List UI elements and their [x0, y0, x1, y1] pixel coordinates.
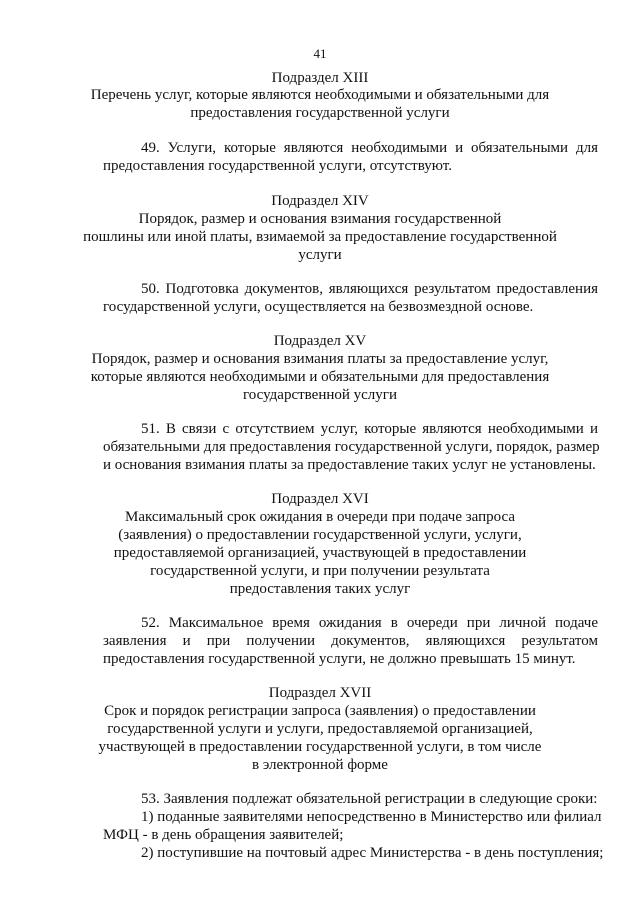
section-xv-title-line-2: которые являются необходимыми и обязательными для предоставления [90, 369, 550, 385]
section-xvi-title-line-1: Максимальный срок ожидания в очереди при подаче запроса [124, 509, 516, 525]
paragraph-51-line-3: и основания взимания платы за предоставление таких услуг не установлены. [103, 457, 596, 473]
paragraph-49-line-1: 49. Услуги, которые являются необходимыми и обязательными для [141, 140, 598, 156]
paragraph-52-line-1: 52. Максимальное время ожидания в очереди при личной подаче [141, 615, 598, 631]
paragraph-53-item-2-line-1: 2) поступившие на почтовый адрес Министерства - в день поступления; [141, 845, 604, 861]
paragraph-53-item-1-line-1: 1) поданные заявителями непосредственно в Министерство или филиал [141, 809, 602, 825]
paragraph-51-line-2: обязательными для предоставления государственной услуги, порядок, размер [103, 439, 600, 455]
section-xv-title-line-3: государственной услуги [243, 387, 397, 403]
paragraph-53-line-1: 53. Заявления подлежат обязательной регистрации в следующие сроки: [141, 791, 598, 807]
section-xvii-header: Подраздел XVII [268, 685, 372, 701]
section-xiv-title-line-1: Порядок, размер и основания взимания государственной [138, 211, 502, 227]
paragraph-50-line-2: государственной услуги, осуществляется на безвозмездной основе. [103, 299, 534, 315]
section-xvi-title-line-3: предоставляемой организацией, участвующей в предоставлении [113, 545, 527, 561]
section-xiv-title-line-2: пошлины или иной платы, взимаемой за предоставление государственной [83, 229, 557, 245]
page-number: 41 [313, 46, 327, 61]
section-xv-title-line-1: Порядок, размер и основания взимания платы за предоставление услуг, [91, 351, 549, 367]
section-xvi-title-line-5: предоставления таких услуг [229, 581, 411, 597]
paragraph-49-line-2: предоставления государственной услуги, отсутствуют. [103, 158, 452, 174]
section-xiii-title-line-1: Перечень услуг, которые являются необходимыми и обязательными для [90, 87, 550, 103]
section-xvii-title-line-3: участвующей в предоставлении государственной услуги, в том числе [98, 739, 542, 755]
section-xiii-title-line-2: предоставления государственной услуги [190, 105, 450, 121]
paragraph-51-line-1: 51. В связи с отсутствием услуг, которые являются необходимыми и [141, 421, 598, 437]
section-xiv-title-line-3: услуги [298, 247, 342, 263]
section-xvii-title-line-4: в электронной форме [252, 757, 388, 773]
section-xvi-title-line-2: (заявления) о предоставлении государственной услуги, услуги, [118, 527, 522, 543]
paragraph-52-line-3: предоставления государственной услуги, не должно превышать 15 минут. [103, 651, 576, 667]
section-xiv-header: Подраздел XIV [271, 193, 369, 209]
section-xvi-header: Подраздел XVI [271, 491, 369, 507]
paragraph-53-item-1-line-2: МФЦ - в день обращения заявителей; [103, 827, 344, 843]
paragraph-52-line-2: заявления и при получении документов, являющихся результатом [103, 633, 598, 649]
section-xiii-header: Подраздел XIII [271, 70, 369, 86]
section-xv-header: Подраздел XV [273, 333, 367, 349]
section-xvi-title-line-4: государственной услуги, и при получении результата [150, 563, 490, 579]
section-xvii-title-line-1: Срок и порядок регистрации запроса (заявления) о предоставлении [104, 703, 536, 719]
paragraph-50-line-1: 50. Подготовка документов, являющихся результатом предоставления [141, 281, 598, 297]
section-xvii-title-line-2: государственной услуги и услуги, предоставляемой организацией, [107, 721, 533, 737]
